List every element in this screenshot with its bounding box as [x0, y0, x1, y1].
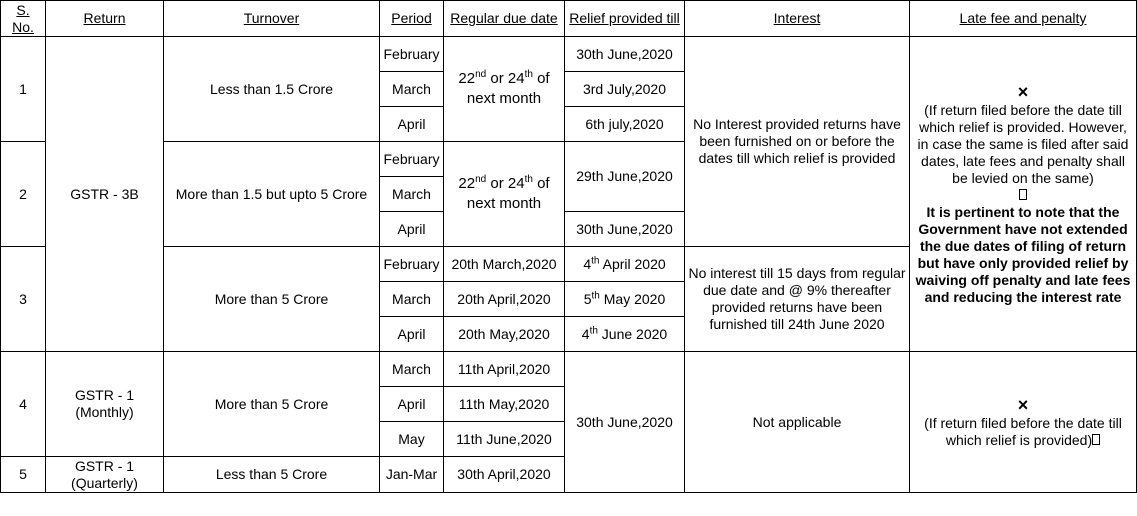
- due-date-cell: 11th May,2020: [444, 387, 565, 422]
- relief-cell: 30th June,2020: [565, 352, 685, 493]
- due-date-cell: 22nd or 24th of next month: [444, 142, 565, 247]
- header-interest: Interest: [685, 1, 910, 37]
- sno-cell: 4: [1, 352, 46, 457]
- header-return: Return: [46, 1, 164, 37]
- relief-cell: 30th June,2020: [565, 37, 685, 72]
- sno-cell: 2: [1, 142, 46, 247]
- box-icon: [913, 187, 1133, 204]
- period-cell: May: [380, 422, 444, 457]
- return-cell: GSTR - 1 (Quarterly): [46, 457, 164, 493]
- period-cell: March: [380, 177, 444, 212]
- relief-cell: 30th June,2020: [565, 212, 685, 247]
- interest-cell: Not applicable: [685, 352, 910, 493]
- period-cell: March: [380, 352, 444, 387]
- relief-cell: 6th july,2020: [565, 107, 685, 142]
- interest-cell: No Interest provided returns have been furnished on or before the dates till which relief is provided: [685, 37, 910, 247]
- table-row: [1, 37, 1137, 72]
- due-date-cell: 11th April,2020: [444, 352, 565, 387]
- relief-cell: 29th June,2020: [565, 142, 685, 212]
- period-cell: February: [380, 142, 444, 177]
- penalty-text: (If return filed before the date till which relief is provided. However, in case the same is filed after said dates, late fees and penalty shall be levied on the same): [917, 102, 1129, 186]
- period-cell: April: [380, 107, 444, 142]
- header-sno: S. No.: [1, 1, 46, 37]
- box-icon: [1092, 434, 1100, 445]
- turnover-cell: More than 1.5 but upto 5 Crore: [164, 142, 380, 247]
- due-date-cell: 20th May,2020: [444, 317, 565, 352]
- header-turnover: Turnover: [164, 1, 380, 37]
- period-cell: April: [380, 387, 444, 422]
- relief-cell: 3rd July,2020: [565, 72, 685, 107]
- turnover-cell: Less than 1.5 Crore: [164, 37, 380, 142]
- period-cell: February: [380, 247, 444, 282]
- period-cell: March: [380, 72, 444, 107]
- relief-cell: 4th June 2020: [565, 317, 685, 352]
- header-relief-provided-till: Relief provided till: [565, 1, 685, 37]
- sno-cell: 3: [1, 247, 46, 352]
- penalty-cell: [910, 37, 1137, 352]
- header-period: Period: [380, 1, 444, 37]
- table-row: [1, 352, 1137, 387]
- due-date-cell: 20th March,2020: [444, 247, 565, 282]
- relief-cell: 5th May 2020: [565, 282, 685, 317]
- cross-icon: ×: [1017, 395, 1029, 415]
- sno-cell: 1: [1, 37, 46, 142]
- period-cell: April: [380, 212, 444, 247]
- period-cell: April: [380, 317, 444, 352]
- header-row: [1, 1, 1137, 37]
- interest-cell: No interest till 15 days from regular due date and @ 9% thereafter provided returns have been furnished till 24th June 2020: [685, 247, 910, 352]
- cross-icon: ×: [1017, 82, 1029, 102]
- period-cell: February: [380, 37, 444, 72]
- penalty-cell: [910, 352, 1137, 493]
- header-regular-due-date: Regular due date: [444, 1, 565, 37]
- turnover-cell: More than 5 Crore: [164, 247, 380, 352]
- period-cell: Jan-Mar: [380, 457, 444, 493]
- turnover-cell: Less than 5 Crore: [164, 457, 380, 493]
- penalty-note: It is pertinent to note that the Government have not extended the due dates of filing of return but have only provided relief by waiving off penalty and late fees and reducing the interest rate: [915, 204, 1131, 305]
- period-cell: March: [380, 282, 444, 317]
- sno-cell: 5: [1, 457, 46, 493]
- due-date-cell: 11th June,2020: [444, 422, 565, 457]
- turnover-cell: More than 5 Crore: [164, 352, 380, 457]
- penalty-text: (If return filed before the date till which relief is provided): [924, 415, 1122, 448]
- return-cell: GSTR - 1 (Monthly): [46, 352, 164, 457]
- relief-cell: 4th April 2020: [565, 247, 685, 282]
- due-date-cell: 30th April,2020: [444, 457, 565, 493]
- return-cell-gstr3b: GSTR - 3B: [46, 37, 164, 352]
- due-date-cell: 20th April,2020: [444, 282, 565, 317]
- due-date-cell: 22nd or 24th of next month: [444, 37, 565, 142]
- header-late-fee-penalty: Late fee and penalty: [910, 1, 1137, 37]
